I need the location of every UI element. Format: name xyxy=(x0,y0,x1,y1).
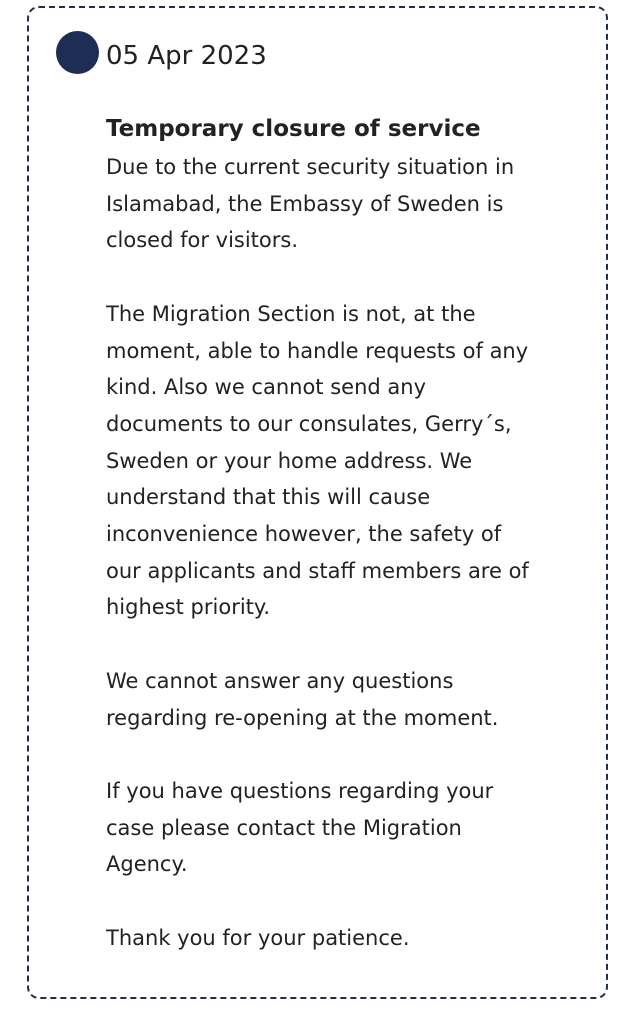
paragraph-line: regarding re-opening at the moment. xyxy=(106,705,499,730)
paragraph-line: The Migration Section is not, at the xyxy=(106,301,476,326)
paragraph-line: highest priority. xyxy=(106,595,271,620)
paragraph-line: documents to our consulates, Gerry´s, xyxy=(106,411,512,436)
paragraph-line: moment, able to handle requests of any xyxy=(106,338,529,363)
notice-paragraph xyxy=(106,920,606,957)
paragraph-line: Agency. xyxy=(106,852,188,877)
paragraph-line: case please contact the Migration xyxy=(106,815,462,840)
paragraph-line: our applicants and staff members are of xyxy=(106,558,529,583)
notice-paragraph xyxy=(106,663,606,736)
paragraph-line: inconvenience however, the safety of xyxy=(106,522,502,547)
paragraph-line: Islamabad, the Embassy of Sweden is xyxy=(106,191,504,216)
paragraph-line: We cannot answer any questions xyxy=(106,668,454,693)
paragraph-line: closed for visitors. xyxy=(106,228,299,253)
paragraph-line: understand that this will cause xyxy=(106,485,431,510)
notice-paragraph xyxy=(106,296,606,626)
paragraph-line: kind. Also we cannot send any xyxy=(106,375,426,400)
notice-paragraph xyxy=(106,773,606,883)
notice-title: Temporary closure of service xyxy=(106,116,481,142)
paragraph-line: Thank you for your patience. xyxy=(106,925,410,950)
notice-date: 05 Apr 2023 xyxy=(106,41,267,71)
notice-paragraph xyxy=(106,149,606,259)
paragraph-line: If you have questions regarding your xyxy=(106,778,494,803)
timeline-dot-icon xyxy=(56,31,99,74)
paragraph-line: Due to the current security situation in xyxy=(106,155,515,179)
paragraph-line: Sweden or your home address. We xyxy=(106,448,473,473)
notice-content xyxy=(106,110,606,956)
